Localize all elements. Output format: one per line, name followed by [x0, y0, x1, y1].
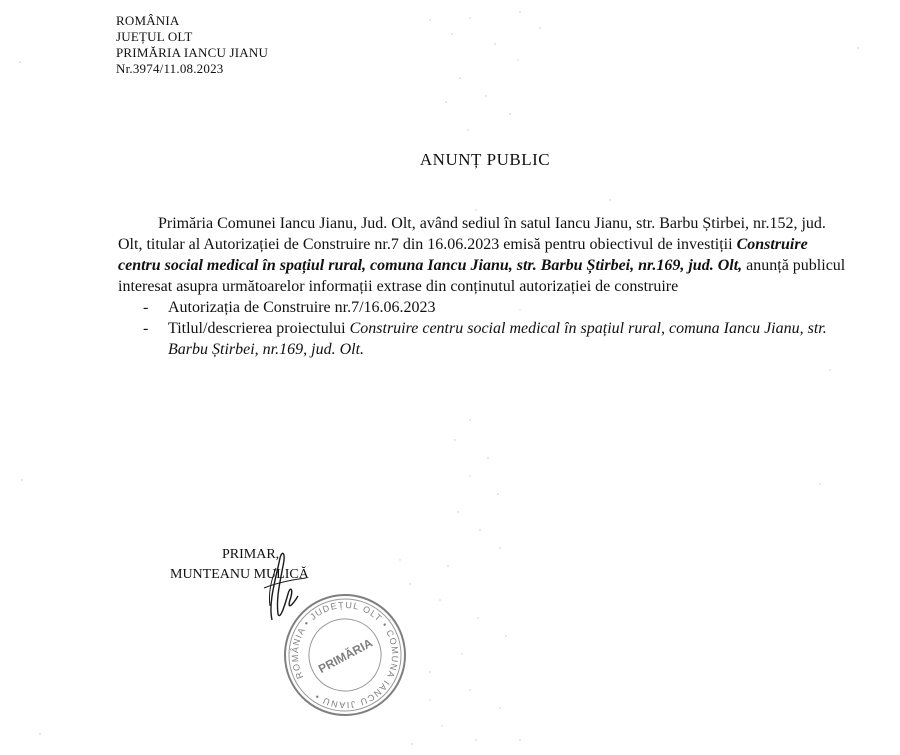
list-item-description: Construire centru social medical în spațiul rural, comuna Iancu Jianu, str. Barbu Știrbei, nr.169, jud. Olt. — [168, 320, 827, 358]
official-stamp — [280, 590, 410, 720]
list-item-text: Autorizația de Construire nr.7/16.06.2023 — [168, 299, 436, 316]
paragraph-text-end: anunță publicul interesat asupra următoarelor informații extrase din conținutul autorizației de construire — [118, 257, 846, 295]
header-country: ROMÂNIA — [116, 13, 180, 28]
list-item-label: Titlul/descrierea proiectului — [168, 320, 350, 337]
document-body — [118, 213, 848, 360]
info-list — [118, 297, 848, 360]
announcement-paragraph — [118, 213, 848, 297]
list-item — [118, 318, 848, 360]
signatory-role: PRIMAR, — [222, 547, 280, 562]
list-item — [118, 297, 848, 318]
header-county: JUEȚUL OLT — [116, 29, 193, 44]
document-header — [116, 13, 268, 77]
stamp-ring-text: ROMÂNIA • JUDEȚUL OLT • COMUNA IANCU JIANU • — [289, 599, 401, 711]
header-institution: PRIMĂRIA IANCU JIANU — [116, 45, 269, 60]
list-dash: - — [143, 299, 149, 316]
document-title: ANUNȚ PUBLIC — [419, 150, 551, 169]
signatory-name: MUNTEANU MULICĂ — [170, 567, 309, 582]
stamp-center-text: PRIMĂRIA — [315, 635, 375, 676]
header-registration-number: Nr.3974/11.08.2023 — [116, 61, 224, 76]
list-dash: - — [143, 320, 149, 337]
paragraph-text-start: Primăria Comunei Iancu Jianu, Jud. Olt, având sediul în satul Iancu Jianu, str. Barbu Știrbei, nr.152, jud. Olt, titular al Autorizației de Construire nr.7 din 16.06.2023 emisă pentru obiectivul de investiții — [118, 215, 826, 253]
project-title-emphasis: Construire centru social medical în spațiul rural, comuna Iancu Jianu, str. Barbu Știrbei, nr.169, jud. Olt, — [118, 236, 808, 274]
